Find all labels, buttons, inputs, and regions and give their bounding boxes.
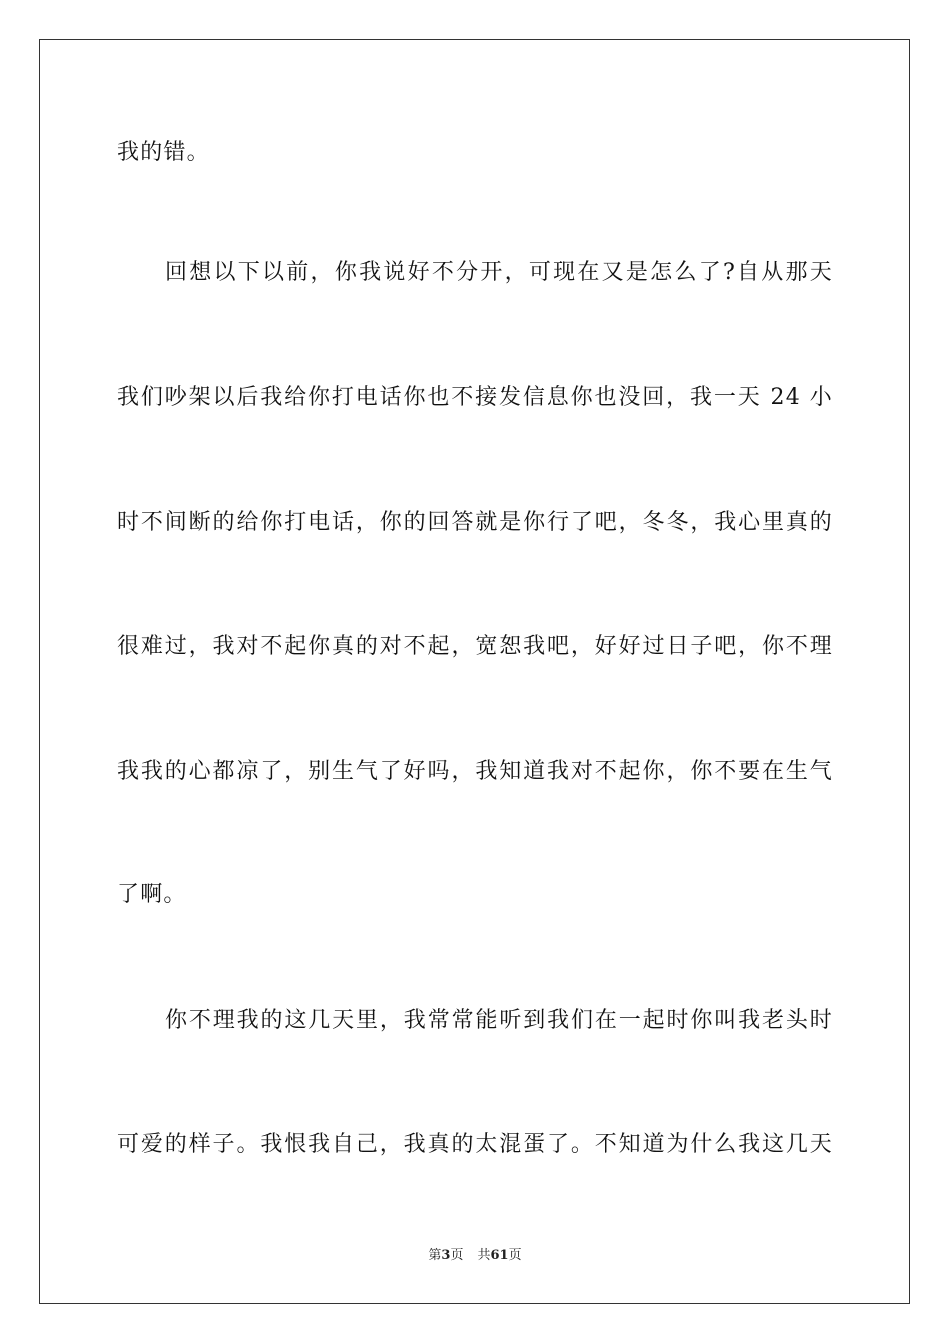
- paragraph-line-1: 我的错。: [117, 140, 210, 165]
- total-prefix: 共: [477, 1248, 491, 1263]
- paragraph-line-3: 我们吵架以后我给你打电话你也不接发信息你也没回，我一天 24 小: [117, 385, 833, 410]
- page-footer: [0, 1246, 950, 1266]
- paragraph-line-2: 回想以下以前，你我说好不分开，可现在又是怎么了?自从那天: [165, 260, 833, 285]
- paragraph-line-9: 可爱的样子。我恨我自己，我真的太混蛋了。不知道为什么我这几天: [117, 1132, 833, 1157]
- paragraph-line-6: 我我的心都凉了，别生气了好吗，我知道我对不起你，你不要在生气: [117, 759, 833, 784]
- paragraph-line-5: 很难过，我对不起你真的对不起，宽恕我吧，好好过日子吧，你不理: [117, 634, 833, 659]
- page-prefix: 第: [428, 1248, 442, 1263]
- total-suffix: 页: [508, 1248, 522, 1263]
- paragraph-line-8: 你不理我的这几天里，我常常能听到我们在一起时你叫我老头时: [165, 1008, 833, 1033]
- page-border: [39, 39, 910, 1304]
- total-pages: 61: [490, 1248, 509, 1263]
- page-number: 3: [441, 1248, 451, 1263]
- paragraph-line-7: 了啊。: [117, 882, 187, 907]
- page-suffix: 页: [450, 1248, 464, 1263]
- paragraph-line-4: 时不间断的给你打电话，你的回答就是你行了吧，冬冬，我心里真的: [117, 510, 833, 535]
